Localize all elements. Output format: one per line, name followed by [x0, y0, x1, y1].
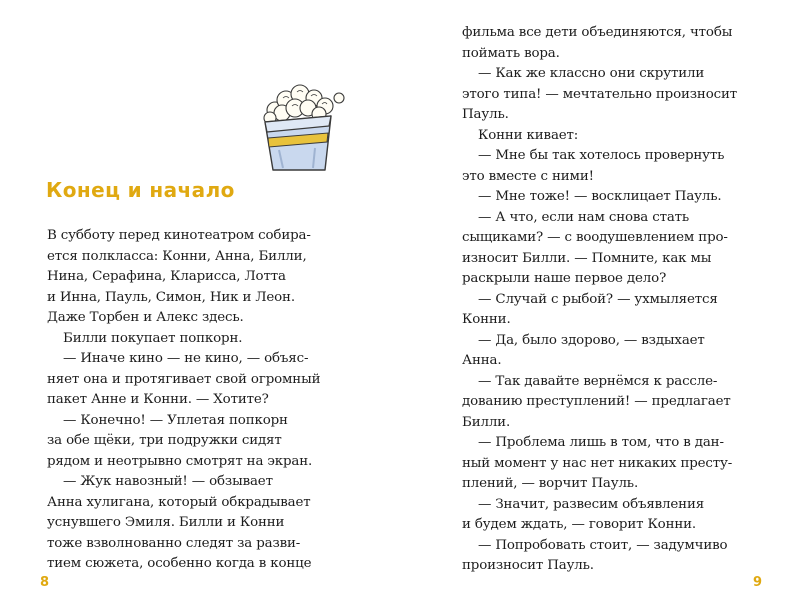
text-line: — Конечно! — Уплетая попкорн — [63, 412, 288, 428]
text-line: — Жук навозный! — обзывает — [63, 474, 273, 489]
text-line: Конни кивает: — [478, 127, 579, 143]
text-line: поймать вора. — [462, 45, 560, 61]
popcorn-bag-icon — [255, 78, 347, 174]
text-line: — Случай с рыбой? — ухмыляется — [478, 291, 718, 307]
text-line: этого типа! — мечтательно произносит — [462, 86, 737, 102]
text-line: за обе щёки, три подружки сидят — [47, 433, 282, 448]
text-line: и будем ждать, — говорит Конни. — [462, 517, 697, 532]
text-line: Конни. — [462, 312, 511, 327]
text-line: Пауль. — [462, 107, 509, 122]
text-line: ный момент у нас нет никаких престу- — [462, 455, 733, 471]
text-line: Нина, Серафина, Кларисса, Лотта — [47, 269, 286, 284]
left-page-text — [47, 226, 320, 575]
text-line: дованию преступлений! — предлагает — [462, 394, 731, 409]
text-line: тием сюжета, особенно когда в конце — [47, 556, 312, 571]
text-line: — Мне бы так хотелось провернуть — [478, 148, 725, 163]
text-line: износит Билли. — Помните, как мы — [462, 250, 712, 266]
text-line: — Иначе кино — не кино, — объяс- — [63, 351, 309, 366]
page-number-left: 8 — [40, 575, 50, 590]
text-line: — Значит, развесим объявления — [478, 496, 705, 512]
text-line: пакет Анне и Конни. — Хотите? — [47, 392, 269, 407]
text-line: В субботу перед кинотеатром собира- — [47, 228, 311, 243]
text-line: и Инна, Пауль, Симон, Ник и Леон. — [47, 289, 295, 305]
text-line: Анна хулигана, который обкрадывает — [47, 494, 311, 510]
text-line: Билли покупает попкорн. — [63, 330, 243, 346]
text-line: сыщиками? — с воодушевлением про- — [462, 230, 728, 245]
text-line: рядом и неотрывно смотрят на экран. — [47, 453, 313, 469]
text-line: уснувшего Эмиля. Билли и Конни — [47, 515, 285, 530]
text-line: ется полкласса: Конни, Анна, Билли, — [47, 248, 307, 264]
text-line: произносит Пауль. — [462, 558, 594, 573]
chapter-title: Конец и начало — [46, 178, 235, 202]
text-line: раскрыли наше первое дело? — [462, 271, 667, 286]
right-page — [400, 0, 800, 600]
page-number-right: 9 — [753, 575, 763, 590]
text-line: Анна. — [462, 353, 502, 368]
text-line: — Попробовать стоит, — задумчиво — [478, 537, 728, 553]
text-line: няет она и протягивает свой огромный — [47, 371, 321, 387]
text-line: тоже взволнованно следят за разви- — [47, 535, 301, 551]
text-line: — А что, если нам снова стать — [478, 209, 690, 225]
text-line: — Мне тоже! — восклицает Пауль. — [478, 189, 722, 204]
text-line: Билли. — [462, 414, 511, 430]
text-line: — Проблема лишь в том, что в дан- — [478, 435, 724, 450]
text-line: Даже Торбен и Алекс здесь. — [47, 310, 244, 325]
right-page-text — [462, 23, 737, 577]
text-line: плений, — ворчит Пауль. — [462, 476, 639, 491]
text-line: это вместе с ними! — [462, 168, 594, 184]
text-line: — Как же классно они скрутили — [478, 66, 705, 81]
text-line: — Да, было здорово, — вздыхает — [478, 332, 705, 348]
text-line: фильма все дети объединяются, чтобы — [462, 25, 733, 40]
text-line: — Так давайте вернёмся к рассле- — [478, 373, 718, 389]
